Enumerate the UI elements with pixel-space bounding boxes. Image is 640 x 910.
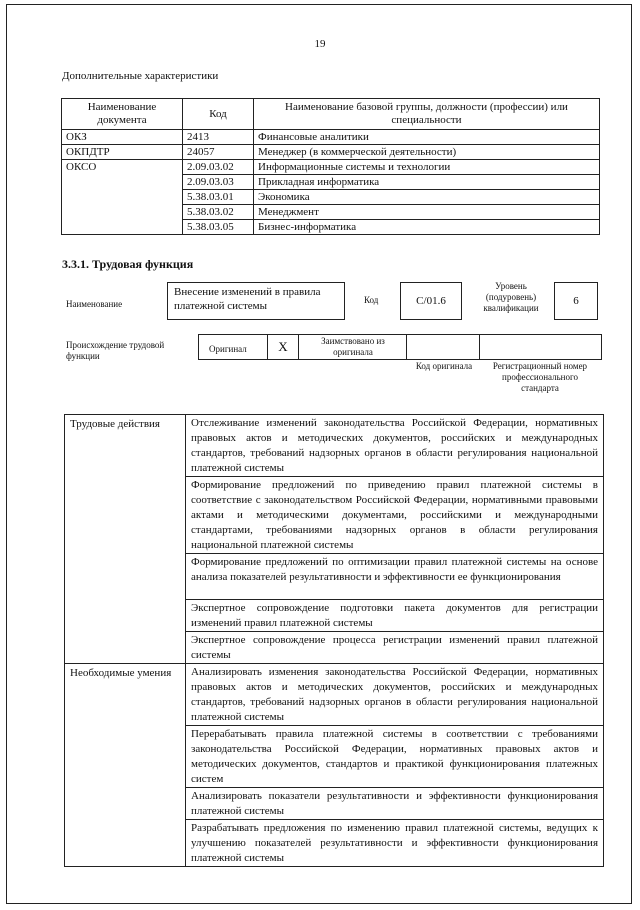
cell-document: ОКЗ: [62, 130, 183, 145]
skill-item: Разрабатывать предложения по изменению правил платежной системы, ведущих к улучшению показателей результативности и эффективности функционирования платежной системы: [186, 820, 604, 867]
labor-function-heading: 3.3.1. Трудовая функция: [62, 257, 194, 271]
origin-label: Происхождение трудовой функции: [66, 340, 165, 361]
code-original-cell: [406, 335, 480, 359]
level-value: 6: [573, 295, 579, 307]
labor-action-item: Формирование предложений по приведению правил платежной системы в соответствие с законодательством Российской Федерации, нормативными правовыми актами и методическими документами, российскими и международными стандартами, требованиями надзорных органов в области регулирования национальной платежной системы: [186, 477, 604, 554]
labor-function-table: [64, 414, 604, 867]
skill-item: Анализировать показатели результативности и эффективности функционирования платежной системы: [186, 788, 604, 820]
labor-actions-label: Трудовые действия: [65, 415, 186, 664]
cell-name: Менеджер (в коммерческой деятельности): [254, 145, 600, 160]
cell-code: 2.09.03.02: [183, 160, 254, 175]
table-row: [62, 160, 600, 175]
table-row: [65, 664, 604, 726]
column-header-code: Код: [183, 99, 254, 130]
table-header-row: [62, 99, 600, 130]
cell-code: 24057: [183, 145, 254, 160]
cell-name: Информационные системы и технологии: [254, 160, 600, 175]
skill-item: Анализировать изменения законодательства Российской Федерации, нормативных правовых актов и методических документов, российских и международных стандартов, требований надзорных органов в области регулирования национальной платежной системы: [186, 664, 604, 726]
cell-code: 2413: [183, 130, 254, 145]
code-label: Код: [364, 295, 379, 305]
additional-characteristics-heading: Дополнительные характеристики: [62, 70, 219, 82]
original-mark: X: [267, 335, 299, 359]
cell-code: 5.38.03.05: [183, 220, 254, 235]
additional-characteristics-table: [61, 98, 600, 235]
code-original-label: Код оригинала: [415, 361, 473, 371]
level-value-box: [554, 282, 598, 320]
code-value: C/01.6: [416, 295, 446, 307]
table-row: [65, 415, 604, 477]
cell-document: ОКСО: [62, 160, 183, 235]
level-label: Уровень (подуровень) квалификации: [483, 281, 539, 313]
name-value: Внесение изменений в правила платежной системы: [174, 286, 321, 312]
cell-code: 2.09.03.03: [183, 175, 254, 190]
required-skills-label: Необходимые умения: [65, 664, 186, 867]
cell-code: 5.38.03.02: [183, 205, 254, 220]
original-label: Оригинал: [209, 344, 247, 354]
origin-box: [198, 334, 602, 360]
reg-number-label: Регистрационный номер профессионального стандарта: [492, 361, 588, 393]
page-number: 19: [314, 38, 326, 50]
column-header-document: Наименование документа: [62, 99, 183, 130]
name-label: Наименование: [66, 299, 123, 309]
labor-action-item: Формирование предложений по оптимизации правил платежной системы на основе анализа показателей результативности и эффективности ее функционирования: [186, 554, 604, 600]
column-header-name: Наименование базовой группы, должности (профессии) или специальности: [254, 99, 600, 130]
cell-name: Менеджмент: [254, 205, 600, 220]
labor-action-item: Экспертное сопровождение процесса регистрации изменений правил платежной системы: [186, 632, 604, 664]
cell-code: 5.38.03.01: [183, 190, 254, 205]
cell-name: Прикладная информатика: [254, 175, 600, 190]
borrowed-label: Заимствовано из оригинала: [321, 336, 385, 357]
cell-name: Бизнес-информатика: [254, 220, 600, 235]
cell-document: ОКПДТР: [62, 145, 183, 160]
table-row: [62, 145, 600, 160]
cell-name: Экономика: [254, 190, 600, 205]
labor-action-item: Отслеживание изменений законодательства Российской Федерации, нормативных правовых актов и методических документов, российских и международных стандартов, требований надзорных органов в области регулирования национальной платежной системы: [186, 415, 604, 477]
cell-name: Финансовые аналитики: [254, 130, 600, 145]
labor-action-item: Экспертное сопровождение подготовки пакета документов для регистрации изменений правил платежной системы: [186, 600, 604, 632]
code-value-box: [400, 282, 462, 320]
skill-item: Перерабатывать правила платежной системы в соответствии с требованиями законодательства Российской Федерации, нормативных правовых актов и методических документов, стандартов и практикой функционирования платежных систем: [186, 726, 604, 788]
name-value-box: [167, 282, 345, 320]
table-row: [62, 130, 600, 145]
